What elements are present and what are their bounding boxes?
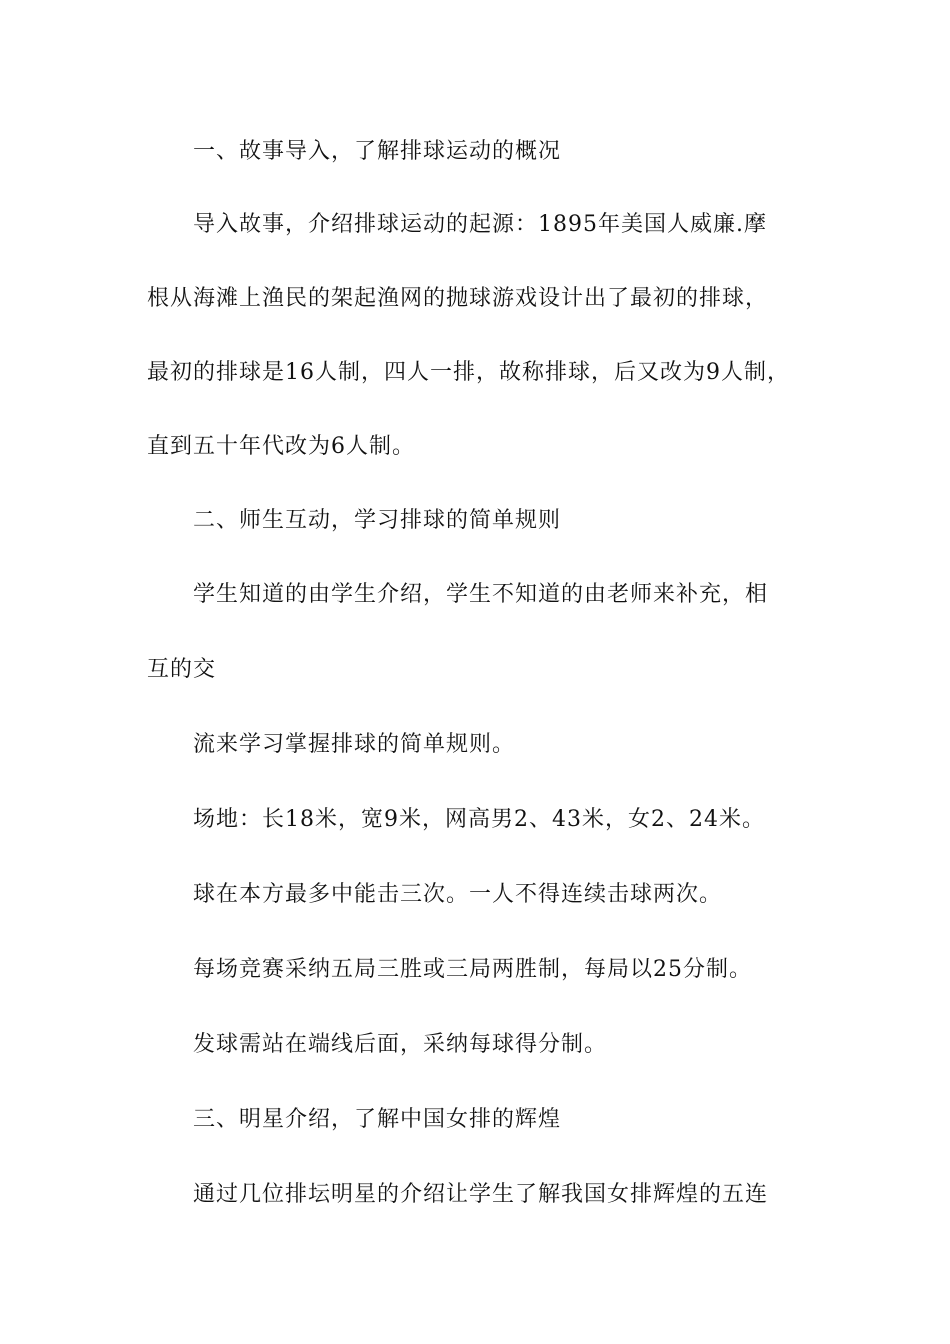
paragraph-line: 根从海滩上渔民的架起渔网的抛球游戏设计出了最初的排球，: [147, 286, 769, 311]
section-heading-2: 二、师生互动，学习排球的简单规则: [193, 508, 562, 533]
paragraph-line: 互的交: [147, 657, 217, 682]
paragraph-line: 通过几位排坛明星的介绍让学生了解我国女排辉煌的五连: [193, 1182, 769, 1207]
paragraph-line: 最初的排球是16人制，四人一排，故称排球，后又改为9人制，: [147, 360, 790, 385]
paragraph-line: 流来学习掌握排球的简单规则。: [193, 732, 516, 757]
rule-line-serve: 发球需站在端线后面，采纳每球得分制。: [193, 1032, 608, 1057]
rule-line-touches: 球在本方最多中能击三次。一人不得连续击球两次。: [193, 882, 723, 907]
paragraph-line: 直到五十年代改为6人制。: [147, 434, 415, 459]
rule-line-sets: 每场竞赛采纳五局三胜或三局两胜制，每局以25分制。: [193, 957, 752, 982]
section-heading-1: 一、故事导入，了解排球运动的概况: [193, 139, 562, 164]
paragraph-line: 学生知道的由学生介绍，学生不知道的由老师来补充，相: [193, 582, 769, 607]
section-heading-3: 三、明星介绍，了解中国女排的辉煌: [193, 1107, 562, 1132]
rule-line-court: 场地：长18米，宽9米，网高男2、43米，女2、24米。: [193, 807, 765, 832]
paragraph-line: 导入故事，介绍排球运动的起源：1895年美国人威廉.摩: [193, 212, 767, 237]
